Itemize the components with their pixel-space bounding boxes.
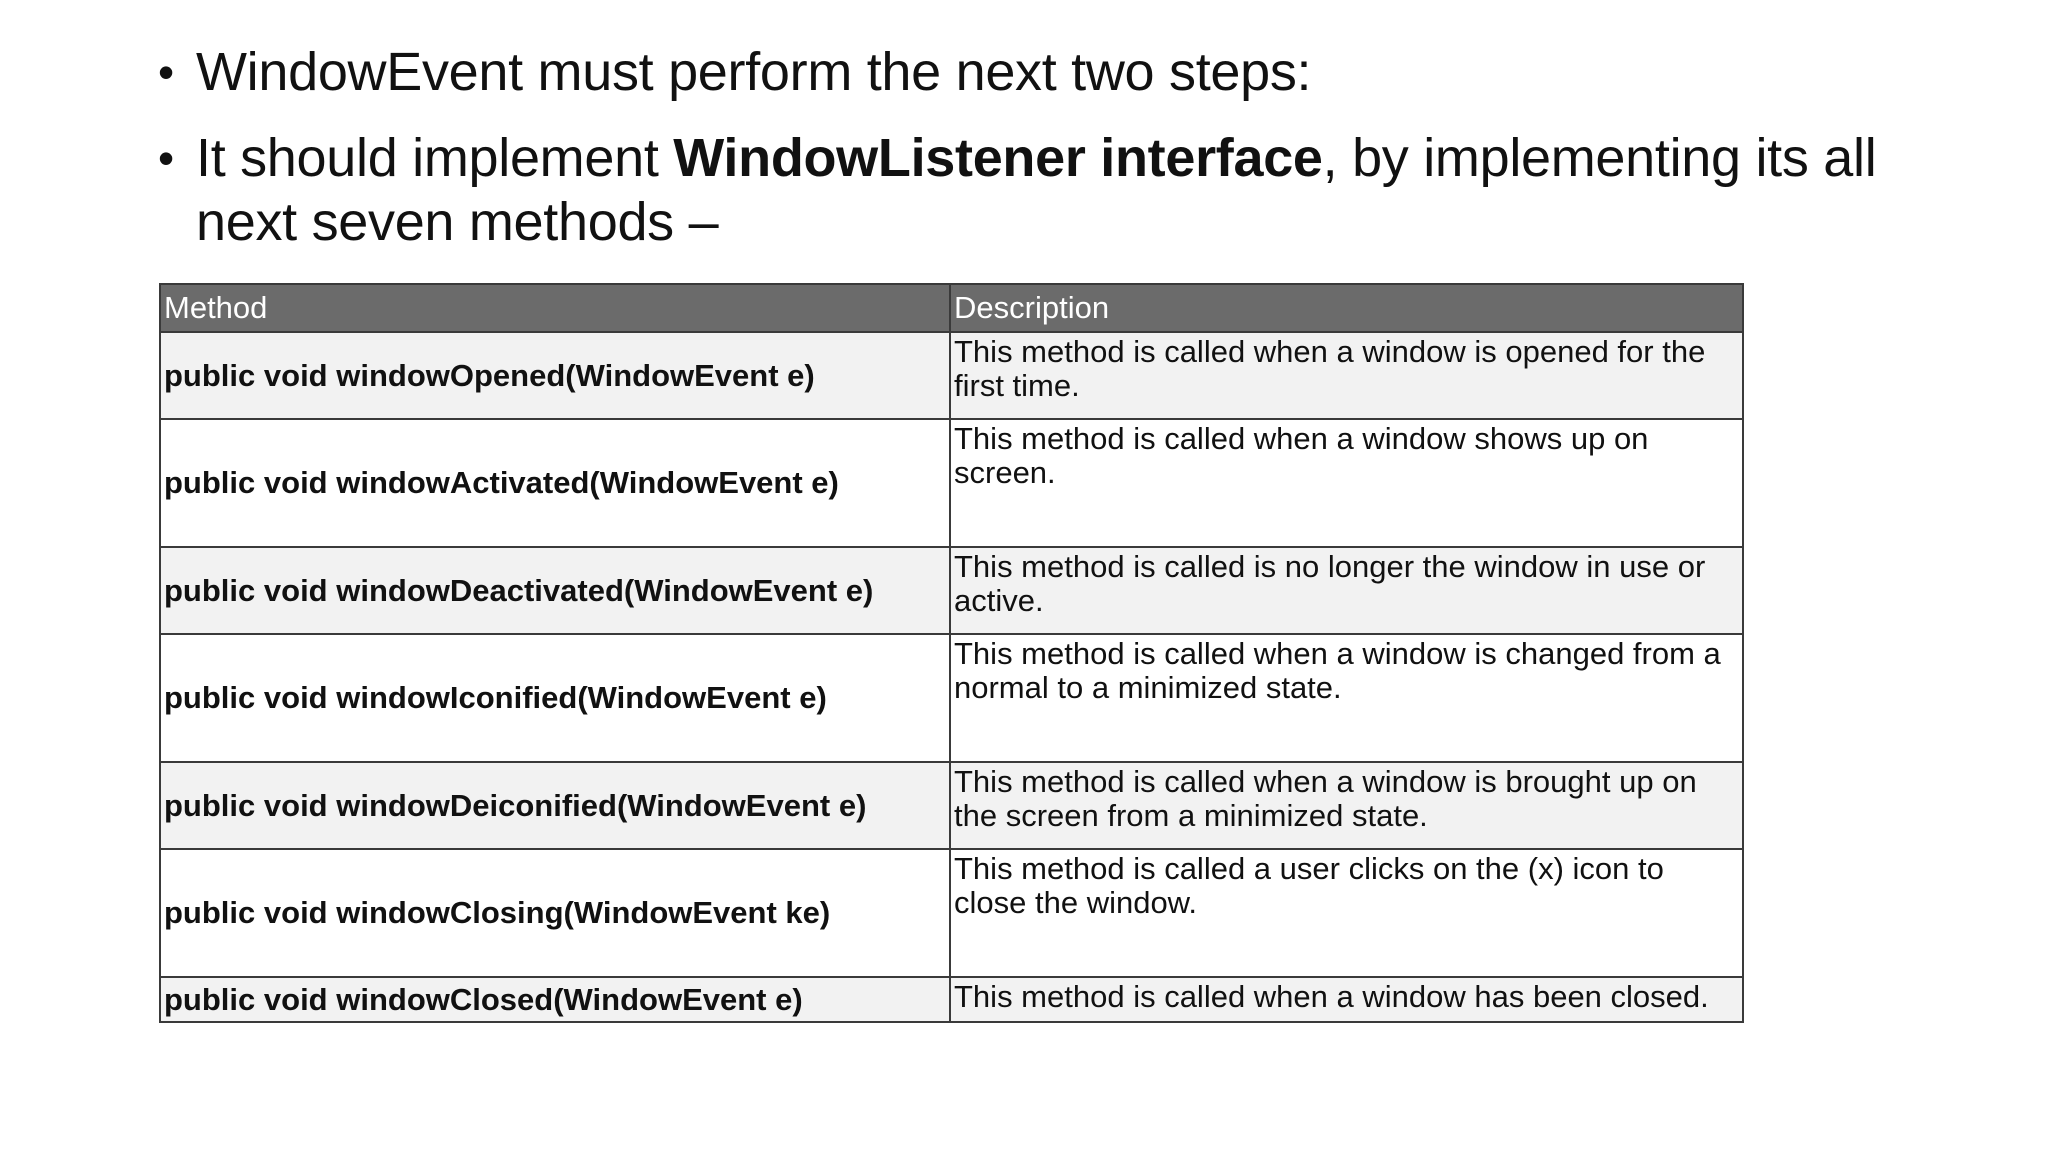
- table-row: [160, 849, 1743, 977]
- bullet-text: WindowEvent must perform the next two steps:: [196, 42, 1312, 102]
- bullet-item-2: [158, 126, 1898, 254]
- column-header-method: Method: [160, 284, 950, 332]
- methods-table: [159, 283, 1744, 1023]
- bullet-text-bold: WindowListener interface: [673, 128, 1323, 188]
- bullet-icon: •: [158, 132, 174, 184]
- table-row: [160, 332, 1743, 419]
- table-row: [160, 419, 1743, 547]
- method-cell: public void windowOpened(WindowEvent e): [160, 332, 950, 419]
- description-cell: This method is called when a window is changed from a normal to a minimized state.: [950, 634, 1743, 762]
- table-row: [160, 762, 1743, 849]
- bullet-text-before: It should implement: [196, 128, 674, 188]
- bullet-icon: •: [158, 46, 174, 98]
- table-header-row: [160, 284, 1743, 332]
- description-cell: This method is called a user clicks on the (x) icon to close the window.: [950, 849, 1743, 977]
- description-cell: This method is called when a window is brought up on the screen from a minimized state.: [950, 762, 1743, 849]
- method-cell: public void windowClosed(WindowEvent e): [160, 977, 950, 1022]
- description-cell: This method is called when a window is opened for the first time.: [950, 332, 1743, 419]
- table-row: [160, 634, 1743, 762]
- method-cell: public void windowDeactivated(WindowEvent e): [160, 547, 950, 634]
- method-cell: public void windowIconified(WindowEvent e): [160, 634, 950, 762]
- method-cell: public void windowClosing(WindowEvent ke): [160, 849, 950, 977]
- bullet-item-1: [158, 40, 1898, 104]
- description-cell: This method is called is no longer the window in use or active.: [950, 547, 1743, 634]
- table-row: [160, 547, 1743, 634]
- bullet-list: [158, 40, 1898, 276]
- method-cell: public void windowActivated(WindowEvent e): [160, 419, 950, 547]
- column-header-description: Description: [950, 284, 1743, 332]
- method-cell: public void windowDeiconified(WindowEvent e): [160, 762, 950, 849]
- bullet-text-after: , by implementing its all next seven methods –: [196, 128, 1877, 252]
- description-cell: This method is called when a window has been closed.: [950, 977, 1743, 1022]
- table-row: [160, 977, 1743, 1022]
- description-cell: This method is called when a window shows up on screen.: [950, 419, 1743, 547]
